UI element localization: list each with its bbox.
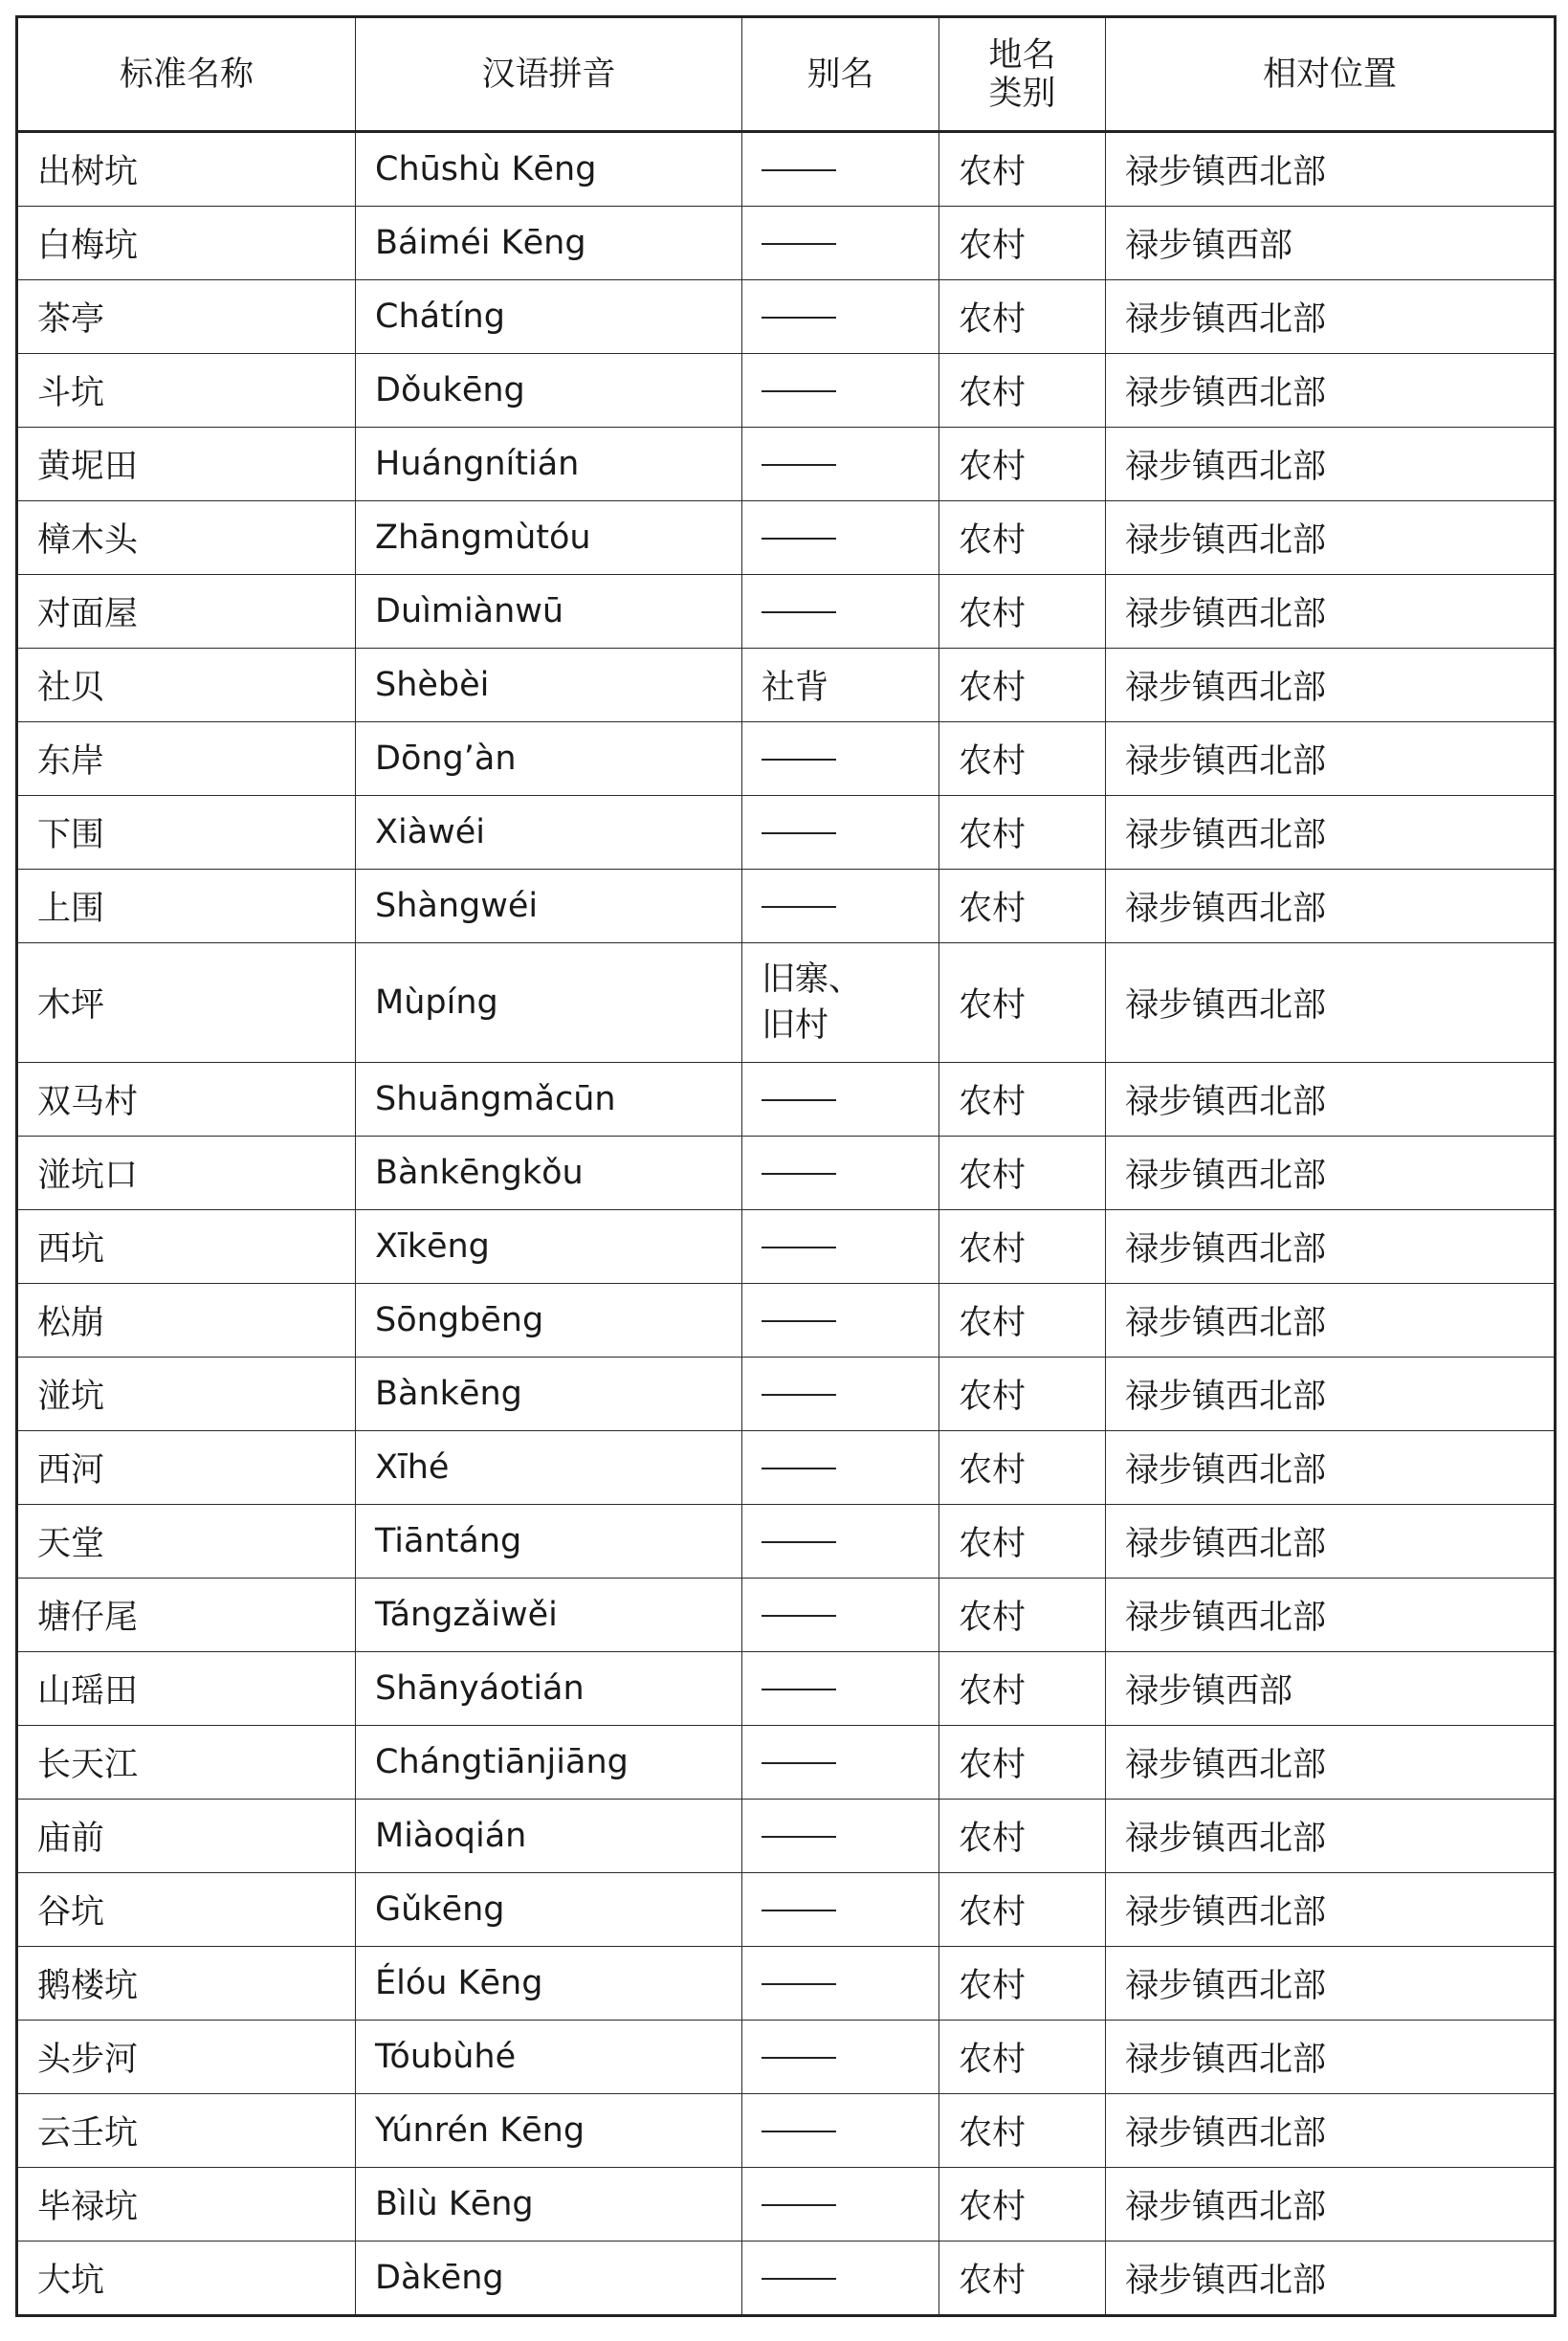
cell-pinyin: Sōngbēng xyxy=(356,1284,742,1358)
table-row xyxy=(17,1873,1556,1947)
table-row xyxy=(17,1947,1556,2021)
cell-category: 农村 xyxy=(939,1505,1106,1579)
header-location: 相对位置 xyxy=(1106,17,1556,132)
cell-name: 云壬坑 xyxy=(17,2094,356,2168)
alias-empty-dash xyxy=(762,906,836,908)
cell-alias xyxy=(742,1284,939,1358)
alias-empty-dash xyxy=(762,2057,836,2059)
cell-pinyin: Chángtiānjiāng xyxy=(356,1726,742,1800)
alias-empty-dash xyxy=(762,1615,836,1617)
cell-name: 出树坑 xyxy=(17,132,356,207)
cell-location: 禄步镇西北部 xyxy=(1106,796,1556,870)
cell-name: 谷坑 xyxy=(17,1873,356,1947)
cell-location: 禄步镇西北部 xyxy=(1106,501,1556,575)
cell-pinyin: Xiàwéi xyxy=(356,796,742,870)
cell-category: 农村 xyxy=(939,1800,1106,1873)
cell-pinyin: Tóubùhé xyxy=(356,2021,742,2094)
cell-location: 禄步镇西北部 xyxy=(1106,1947,1556,2021)
cell-location: 禄步镇西北部 xyxy=(1106,2168,1556,2242)
cell-alias xyxy=(742,132,939,207)
table-row xyxy=(17,2021,1556,2094)
alias-empty-dash xyxy=(762,1541,836,1543)
cell-alias xyxy=(742,943,939,1063)
table-row xyxy=(17,649,1556,722)
cell-name: 鹅楼坑 xyxy=(17,1947,356,2021)
cell-name: 东岸 xyxy=(17,722,356,796)
table-row xyxy=(17,870,1556,943)
cell-alias xyxy=(742,1063,939,1137)
alias-empty-dash xyxy=(762,2204,836,2206)
table-row xyxy=(17,1431,1556,1505)
cell-name: 斗坑 xyxy=(17,354,356,428)
cell-name: 山瑶田 xyxy=(17,1652,356,1726)
cell-location: 禄步镇西北部 xyxy=(1106,1726,1556,1800)
cell-name: 湴坑口 xyxy=(17,1137,356,1210)
cell-location: 禄步镇西北部 xyxy=(1106,870,1556,943)
cell-pinyin: Tángzǎiwěi xyxy=(356,1579,742,1652)
cell-location: 禄步镇西北部 xyxy=(1106,354,1556,428)
cell-category: 农村 xyxy=(939,1210,1106,1284)
table-row xyxy=(17,354,1556,428)
alias-empty-dash xyxy=(762,390,836,392)
cell-name: 茶亭 xyxy=(17,280,356,354)
cell-alias xyxy=(742,1505,939,1579)
alias-empty-dash xyxy=(762,538,836,540)
cell-category: 农村 xyxy=(939,1358,1106,1431)
header-name: 标准名称 xyxy=(17,17,356,132)
header-alias: 别名 xyxy=(742,17,939,132)
alias-empty-dash xyxy=(762,611,836,613)
cell-category: 农村 xyxy=(939,575,1106,649)
table-row xyxy=(17,1210,1556,1284)
cell-alias xyxy=(742,501,939,575)
cell-pinyin: Chátíng xyxy=(356,280,742,354)
cell-alias xyxy=(742,428,939,501)
cell-name: 社贝 xyxy=(17,649,356,722)
alias-empty-dash xyxy=(762,1910,836,1911)
table-row xyxy=(17,575,1556,649)
cell-name: 对面屋 xyxy=(17,575,356,649)
cell-alias xyxy=(742,2242,939,2316)
table-header xyxy=(17,17,1556,132)
cell-pinyin: Yúnrén Kēng xyxy=(356,2094,742,2168)
cell-alias xyxy=(742,354,939,428)
cell-category: 农村 xyxy=(939,132,1106,207)
cell-category: 农村 xyxy=(939,1431,1106,1505)
table-row xyxy=(17,2168,1556,2242)
table-row xyxy=(17,1579,1556,1652)
cell-alias xyxy=(742,1210,939,1284)
cell-location: 禄步镇西北部 xyxy=(1106,1505,1556,1579)
cell-pinyin: Zhāngmùtóu xyxy=(356,501,742,575)
cell-location: 禄步镇西部 xyxy=(1106,207,1556,280)
table-row xyxy=(17,1505,1556,1579)
cell-pinyin: Chūshù Kēng xyxy=(356,132,742,207)
header-category xyxy=(939,17,1106,132)
cell-name: 上围 xyxy=(17,870,356,943)
cell-name: 樟木头 xyxy=(17,501,356,575)
alias-empty-dash xyxy=(762,1983,836,1985)
table-row xyxy=(17,796,1556,870)
cell-location: 禄步镇西北部 xyxy=(1106,649,1556,722)
cell-category: 农村 xyxy=(939,1137,1106,1210)
cell-pinyin: Xīkēng xyxy=(356,1210,742,1284)
cell-location: 禄步镇西北部 xyxy=(1106,1063,1556,1137)
cell-category: 农村 xyxy=(939,870,1106,943)
cell-location: 禄步镇西北部 xyxy=(1106,1873,1556,1947)
alias-empty-dash xyxy=(762,464,836,466)
cell-alias xyxy=(742,280,939,354)
cell-alias xyxy=(742,575,939,649)
place-name-table xyxy=(15,15,1557,2317)
cell-pinyin: Tiāntáng xyxy=(356,1505,742,1579)
cell-name: 湴坑 xyxy=(17,1358,356,1431)
cell-name: 天堂 xyxy=(17,1505,356,1579)
cell-category: 农村 xyxy=(939,1063,1106,1137)
cell-category: 农村 xyxy=(939,722,1106,796)
cell-pinyin: Bànkēng xyxy=(356,1358,742,1431)
alias-empty-dash xyxy=(762,1468,836,1469)
cell-alias xyxy=(742,2021,939,2094)
alias-empty-dash xyxy=(762,1762,836,1764)
cell-pinyin: Shàngwéi xyxy=(356,870,742,943)
cell-location: 禄步镇西北部 xyxy=(1106,943,1556,1063)
table-row xyxy=(17,1137,1556,1210)
cell-category: 农村 xyxy=(939,354,1106,428)
table-row xyxy=(17,1652,1556,1726)
cell-pinyin: Mùpíng xyxy=(356,943,742,1063)
table-row xyxy=(17,132,1556,207)
cell-category: 农村 xyxy=(939,280,1106,354)
alias-empty-dash xyxy=(762,1099,836,1101)
cell-category: 农村 xyxy=(939,2094,1106,2168)
cell-alias xyxy=(742,796,939,870)
cell-alias xyxy=(742,870,939,943)
cell-category: 农村 xyxy=(939,2021,1106,2094)
cell-location: 禄步镇西北部 xyxy=(1106,2021,1556,2094)
cell-pinyin: Dàkēng xyxy=(356,2242,742,2316)
table-row xyxy=(17,943,1556,1063)
table-row xyxy=(17,501,1556,575)
cell-location: 禄步镇西北部 xyxy=(1106,428,1556,501)
table-row xyxy=(17,1358,1556,1431)
header-row xyxy=(17,17,1556,132)
cell-pinyin: Duìmiànwū xyxy=(356,575,742,649)
table-row xyxy=(17,1063,1556,1137)
cell-category: 农村 xyxy=(939,1873,1106,1947)
cell-alias xyxy=(742,2094,939,2168)
alias-empty-dash xyxy=(762,832,836,834)
cell-alias xyxy=(742,1947,939,2021)
cell-alias xyxy=(742,1800,939,1873)
cell-name: 长天江 xyxy=(17,1726,356,1800)
cell-location: 禄步镇西北部 xyxy=(1106,1431,1556,1505)
alias-empty-dash xyxy=(762,317,836,319)
cell-alias xyxy=(742,1873,939,1947)
table-body xyxy=(17,132,1556,2316)
cell-pinyin: Dǒukēng xyxy=(356,354,742,428)
cell-pinyin: Huángnítián xyxy=(356,428,742,501)
cell-alias xyxy=(742,1652,939,1726)
cell-category: 农村 xyxy=(939,796,1106,870)
cell-name: 庙前 xyxy=(17,1800,356,1873)
cell-name: 毕禄坑 xyxy=(17,2168,356,2242)
alias-empty-dash xyxy=(762,759,836,761)
cell-category: 农村 xyxy=(939,428,1106,501)
cell-alias xyxy=(742,1431,939,1505)
cell-name: 西河 xyxy=(17,1431,356,1505)
cell-name: 黄坭田 xyxy=(17,428,356,501)
header-category-line2: 类别 xyxy=(988,74,1056,113)
alias-empty-dash xyxy=(762,1173,836,1175)
cell-pinyin: Shèbèi xyxy=(356,649,742,722)
cell-location: 禄步镇西北部 xyxy=(1106,2242,1556,2316)
cell-name: 白梅坑 xyxy=(17,207,356,280)
place-name-sheet xyxy=(15,15,1554,2317)
alias-empty-dash xyxy=(762,1394,836,1396)
alias-line: 旧村 xyxy=(762,1006,829,1045)
cell-pinyin: Gǔkēng xyxy=(356,1873,742,1947)
table-row xyxy=(17,722,1556,796)
cell-category: 农村 xyxy=(939,1284,1106,1358)
cell-name: 木坪 xyxy=(17,943,356,1063)
cell-name: 西坑 xyxy=(17,1210,356,1284)
cell-category: 农村 xyxy=(939,1947,1106,2021)
table-row xyxy=(17,428,1556,501)
table-row xyxy=(17,1800,1556,1873)
cell-alias xyxy=(742,1137,939,1210)
cell-category: 农村 xyxy=(939,1652,1106,1726)
table-row xyxy=(17,2242,1556,2316)
cell-location: 禄步镇西北部 xyxy=(1106,1284,1556,1358)
cell-category: 农村 xyxy=(939,207,1106,280)
cell-alias: 社背 xyxy=(742,649,939,722)
cell-name: 头步河 xyxy=(17,2021,356,2094)
cell-name: 大坑 xyxy=(17,2242,356,2316)
cell-alias xyxy=(742,1579,939,1652)
cell-category: 农村 xyxy=(939,1579,1106,1652)
cell-category: 农村 xyxy=(939,2242,1106,2316)
cell-category: 农村 xyxy=(939,1726,1106,1800)
cell-pinyin: Bànkēngkǒu xyxy=(356,1137,742,1210)
table-row xyxy=(17,280,1556,354)
alias-empty-dash xyxy=(762,169,836,171)
cell-pinyin: Shuāngmǎcūn xyxy=(356,1063,742,1137)
cell-pinyin: Xīhé xyxy=(356,1431,742,1505)
cell-location: 禄步镇西北部 xyxy=(1106,1579,1556,1652)
cell-location: 禄步镇西北部 xyxy=(1106,1358,1556,1431)
cell-location: 禄步镇西北部 xyxy=(1106,280,1556,354)
cell-pinyin: Bìlù Kēng xyxy=(356,2168,742,2242)
cell-pinyin: Miàoqián xyxy=(356,1800,742,1873)
cell-category: 农村 xyxy=(939,649,1106,722)
cell-location: 禄步镇西北部 xyxy=(1106,132,1556,207)
cell-alias xyxy=(742,722,939,796)
cell-category: 农村 xyxy=(939,501,1106,575)
cell-pinyin: Shānyáotián xyxy=(356,1652,742,1726)
cell-name: 塘仔尾 xyxy=(17,1579,356,1652)
alias-empty-dash xyxy=(762,1247,836,1248)
alias-line: 旧寨、 xyxy=(762,961,863,999)
cell-location: 禄步镇西北部 xyxy=(1106,575,1556,649)
cell-name: 双马村 xyxy=(17,1063,356,1137)
cell-pinyin: Báiméi Kēng xyxy=(356,207,742,280)
cell-location: 禄步镇西北部 xyxy=(1106,722,1556,796)
header-pinyin: 汉语拼音 xyxy=(356,17,742,132)
cell-name: 松崩 xyxy=(17,1284,356,1358)
cell-alias xyxy=(742,1358,939,1431)
alias-empty-dash xyxy=(762,1320,836,1322)
table-row xyxy=(17,1284,1556,1358)
cell-name: 下围 xyxy=(17,796,356,870)
cell-location: 禄步镇西北部 xyxy=(1106,2094,1556,2168)
cell-pinyin: Élóu Kēng xyxy=(356,1947,742,2021)
cell-location: 禄步镇西北部 xyxy=(1106,1137,1556,1210)
cell-category: 农村 xyxy=(939,2168,1106,2242)
alias-empty-dash xyxy=(762,1689,836,1690)
table-row xyxy=(17,2094,1556,2168)
cell-location: 禄步镇西北部 xyxy=(1106,1800,1556,1873)
table-row xyxy=(17,207,1556,280)
alias-empty-dash xyxy=(762,243,836,245)
cell-category: 农村 xyxy=(939,943,1106,1063)
header-category-line1: 地名 xyxy=(988,35,1056,75)
cell-alias xyxy=(742,1726,939,1800)
cell-pinyin: Dōng’àn xyxy=(356,722,742,796)
cell-alias xyxy=(742,2168,939,2242)
cell-alias xyxy=(742,207,939,280)
alias-empty-dash xyxy=(762,1836,836,1838)
cell-location: 禄步镇西北部 xyxy=(1106,1210,1556,1284)
table-row xyxy=(17,1726,1556,1800)
cell-location: 禄步镇西部 xyxy=(1106,1652,1556,1726)
alias-empty-dash xyxy=(762,2278,836,2280)
alias-empty-dash xyxy=(762,2131,836,2132)
